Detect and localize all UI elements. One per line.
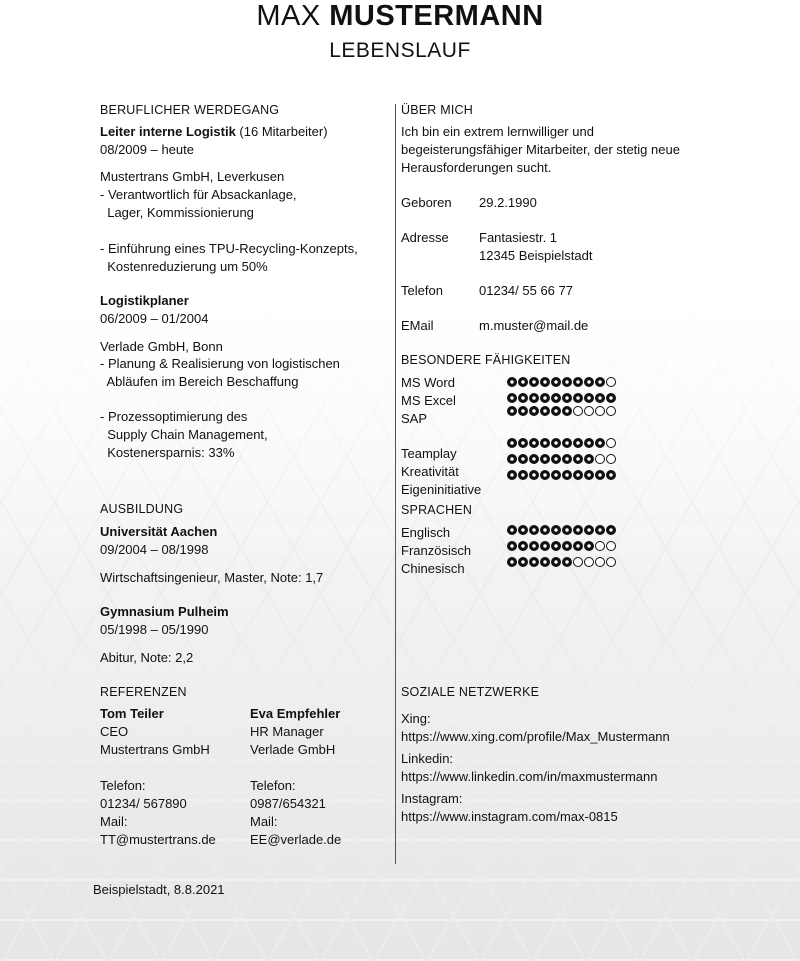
reference-role: HR Manager <box>250 724 324 739</box>
rating-dot-filled <box>518 393 528 403</box>
skill-rating <box>507 376 616 388</box>
language-name: Chinesisch <box>401 561 465 576</box>
rating-dot-filled <box>507 557 517 567</box>
rating-dot-filled <box>518 557 528 567</box>
reference-company: Mustertrans GmbH <box>100 742 210 757</box>
languages-heading: SPRACHEN <box>401 503 473 517</box>
social-link[interactable]: https://www.linkedin.com/in/maxmustermann <box>401 769 658 784</box>
social-label: Linkedin: <box>401 751 454 766</box>
skills-names-2 <box>401 445 481 499</box>
job-title: Leiter interne Logistik (16 Mitarbeiter) <box>100 124 328 139</box>
language-rating <box>507 556 616 568</box>
rating-dot-filled <box>551 541 561 551</box>
job-period: 08/2009 – heute <box>100 142 194 157</box>
social-list <box>401 710 670 826</box>
rating-dot-filled <box>529 454 539 464</box>
rating-dot-filled <box>595 393 605 403</box>
languages-names <box>401 524 471 578</box>
reference-card <box>100 705 216 849</box>
rating-dot-filled <box>606 470 616 480</box>
rating-dot-filled <box>540 557 550 567</box>
rating-dot-filled <box>606 393 616 403</box>
rating-dot-filled <box>562 377 572 387</box>
rating-dot-filled <box>518 470 528 480</box>
job-bullet: - Verantwortlich für Absackanlage, Lager, Kommissionierung <box>100 187 297 220</box>
rating-dot-filled <box>518 454 528 464</box>
rating-dot-filled <box>540 406 550 416</box>
rating-dot-filled <box>573 454 583 464</box>
rating-dot-filled <box>584 377 594 387</box>
job-company: Mustertrans GmbH, Leverkusen <box>100 169 285 184</box>
rating-dot-empty <box>584 406 594 416</box>
reference-phone: 01234/ 567890 <box>100 796 187 811</box>
rating-dot-filled <box>562 393 572 403</box>
rating-dot-filled <box>540 393 550 403</box>
reference-company: Verlade GmbH <box>250 742 336 757</box>
reference-mail-label: Mail: <box>100 814 128 829</box>
skill-rating <box>507 405 616 417</box>
rating-dot-empty <box>595 406 605 416</box>
skills-names <box>401 374 456 428</box>
language-rating <box>507 524 616 536</box>
rating-dot-filled <box>518 525 528 535</box>
rating-dot-empty <box>606 377 616 387</box>
rating-dot-filled <box>595 377 605 387</box>
skill-name: Eigeninitiative <box>401 482 482 497</box>
education-school: Gymnasium Pulheim <box>100 604 229 619</box>
education-detail: Wirtschaftsingenieur, Master, Note: 1,7 <box>100 570 324 585</box>
rating-dot-empty <box>595 557 605 567</box>
reference-role: CEO <box>100 724 129 739</box>
fact-label: Adresse <box>401 230 449 245</box>
rating-dot-filled <box>529 525 539 535</box>
rating-dot-filled <box>540 525 550 535</box>
reference-mail[interactable]: TT@mustertrans.de <box>100 832 216 847</box>
experience-heading: BERUFLICHER WERDEGANG <box>100 103 280 117</box>
rating-dot-filled <box>573 541 583 551</box>
rating-dot-filled <box>573 525 583 535</box>
skill-rating <box>507 453 616 465</box>
skill-name: SAP <box>401 411 428 426</box>
language-name: Französisch <box>401 543 472 558</box>
reference-phone-label: Telefon: <box>250 778 296 793</box>
column-divider <box>395 104 396 864</box>
language-name: Englisch <box>401 525 451 540</box>
reference-mail-label: Mail: <box>250 814 278 829</box>
first-name: MAX <box>256 0 321 32</box>
rating-dot-filled <box>584 438 594 448</box>
social-link[interactable]: https://www.xing.com/profile/Max_Mustermann <box>401 729 670 744</box>
skill-name: Teamplay <box>401 446 457 461</box>
rating-dot-filled <box>507 438 517 448</box>
rating-dot-empty <box>606 541 616 551</box>
rating-dot-filled <box>551 377 561 387</box>
rating-dot-filled <box>507 454 517 464</box>
rating-dot-filled <box>518 406 528 416</box>
rating-dot-filled <box>551 406 561 416</box>
rating-dot-empty <box>584 557 594 567</box>
skill-rating <box>507 437 616 449</box>
fact-label: Geboren <box>401 195 452 210</box>
rating-dot-filled <box>507 525 517 535</box>
rating-dot-empty <box>606 438 616 448</box>
reference-card <box>250 705 341 849</box>
education-period: 05/1998 – 05/1990 <box>100 622 209 637</box>
rating-dot-filled <box>551 393 561 403</box>
education-heading: AUSBILDUNG <box>100 502 184 516</box>
rating-dot-filled <box>507 541 517 551</box>
rating-dot-filled <box>573 438 583 448</box>
rating-dot-filled <box>562 470 572 480</box>
job-bullet: - Prozessoptimierung des Supply Chain Management, Kostenersparnis: 33% <box>100 409 268 460</box>
job-company: Verlade GmbH, Bonn <box>100 339 223 354</box>
rating-dot-empty <box>595 454 605 464</box>
resume-name <box>0 0 800 32</box>
rating-dot-filled <box>529 541 539 551</box>
rating-dot-filled <box>529 393 539 403</box>
reference-name: Eva Empfehler <box>250 706 341 721</box>
reference-phone: 0987/654321 <box>250 796 326 811</box>
rating-dot-filled <box>584 470 594 480</box>
reference-mail[interactable]: EE@verlade.de <box>250 832 342 847</box>
place-date: Beispielstadt, 8.8.2021 <box>93 882 225 897</box>
language-rating <box>507 540 616 552</box>
rating-dot-filled <box>573 470 583 480</box>
job-title: Logistikplaner <box>100 293 189 308</box>
rating-dot-empty <box>595 541 605 551</box>
skill-name: Kreativität <box>401 464 459 479</box>
social-label: Xing: <box>401 711 431 726</box>
skill-name: MS Excel <box>401 393 456 408</box>
job-bullet: - Einführung eines TPU-Recycling-Konzepts, Kostenreduzierung um 50% <box>100 241 358 274</box>
job-bullet: - Planung & Realisierung von logistischen Abläufen im Bereich Beschaffung <box>100 356 340 389</box>
rating-dot-filled <box>507 377 517 387</box>
rating-dot-filled <box>606 525 616 535</box>
skill-rating <box>507 392 616 404</box>
rating-dot-filled <box>529 470 539 480</box>
fact-value: Fantasiestr. 1 12345 Beispielstadt <box>479 230 593 263</box>
rating-dot-filled <box>507 470 517 480</box>
rating-dot-filled <box>529 377 539 387</box>
rating-dot-filled <box>551 454 561 464</box>
rating-dot-filled <box>507 393 517 403</box>
rating-dot-filled <box>562 454 572 464</box>
rating-dot-empty <box>573 557 583 567</box>
rating-dot-filled <box>562 541 572 551</box>
rating-dot-filled <box>551 470 561 480</box>
fact-value[interactable]: m.muster@mail.de <box>479 318 589 333</box>
rating-dot-filled <box>595 525 605 535</box>
rating-dot-filled <box>518 438 528 448</box>
rating-dot-filled <box>584 454 594 464</box>
education-school: Universität Aachen <box>100 524 218 539</box>
rating-dot-filled <box>573 377 583 387</box>
rating-dot-empty <box>606 406 616 416</box>
references-heading: REFERENZEN <box>100 685 187 699</box>
rating-dot-filled <box>529 557 539 567</box>
about-heading: ÜBER MICH <box>401 103 473 117</box>
rating-dot-filled <box>573 393 583 403</box>
rating-dot-filled <box>529 406 539 416</box>
last-name: MUSTERMANN <box>329 0 544 32</box>
rating-dot-filled <box>540 377 550 387</box>
rating-dot-filled <box>540 470 550 480</box>
rating-dot-filled <box>584 541 594 551</box>
rating-dot-filled <box>584 525 594 535</box>
fact-value: 01234/ 55 66 77 <box>479 283 573 298</box>
rating-dot-filled <box>518 541 528 551</box>
skill-name: MS Word <box>401 375 455 390</box>
rating-dot-filled <box>518 377 528 387</box>
rating-dot-filled <box>551 557 561 567</box>
reference-phone-label: Telefon: <box>100 778 146 793</box>
rating-dot-filled <box>584 393 594 403</box>
rating-dot-empty <box>606 557 616 567</box>
reference-name: Tom Teiler <box>100 706 164 721</box>
rating-dot-empty <box>573 406 583 416</box>
social-label: Instagram: <box>401 791 463 806</box>
fact-label: Telefon <box>401 283 443 298</box>
rating-dot-filled <box>507 406 517 416</box>
fact-value: 29.2.1990 <box>479 195 537 210</box>
skill-rating <box>507 469 616 481</box>
education-detail: Abitur, Note: 2,2 <box>100 650 194 665</box>
social-link[interactable]: https://www.instagram.com/max-0815 <box>401 809 618 824</box>
fact-label: EMail <box>401 318 434 333</box>
rating-dot-filled <box>562 557 572 567</box>
rating-dot-filled <box>562 438 572 448</box>
rating-dot-filled <box>562 525 572 535</box>
skills-heading: BESONDERE FÄHIGKEITEN <box>401 353 571 367</box>
about-text: Ich bin ein extrem lernwilliger und begeisterungsfähiger Mitarbeiter, der stetig neue Herausforderungen sucht. <box>401 124 680 175</box>
rating-dot-filled <box>562 406 572 416</box>
rating-dot-filled <box>529 438 539 448</box>
rating-dot-filled <box>595 438 605 448</box>
social-heading: SOZIALE NETZWERKE <box>401 685 540 699</box>
rating-dot-filled <box>540 438 550 448</box>
rating-dot-empty <box>606 454 616 464</box>
document-subtitle: LEBENSLAUF <box>329 39 471 62</box>
rating-dot-filled <box>540 541 550 551</box>
rating-dot-filled <box>551 525 561 535</box>
rating-dot-filled <box>595 470 605 480</box>
rating-dot-filled <box>551 438 561 448</box>
job-period: 06/2009 – 01/2004 <box>100 311 209 326</box>
education-period: 09/2004 – 08/1998 <box>100 542 209 557</box>
rating-dot-filled <box>540 454 550 464</box>
